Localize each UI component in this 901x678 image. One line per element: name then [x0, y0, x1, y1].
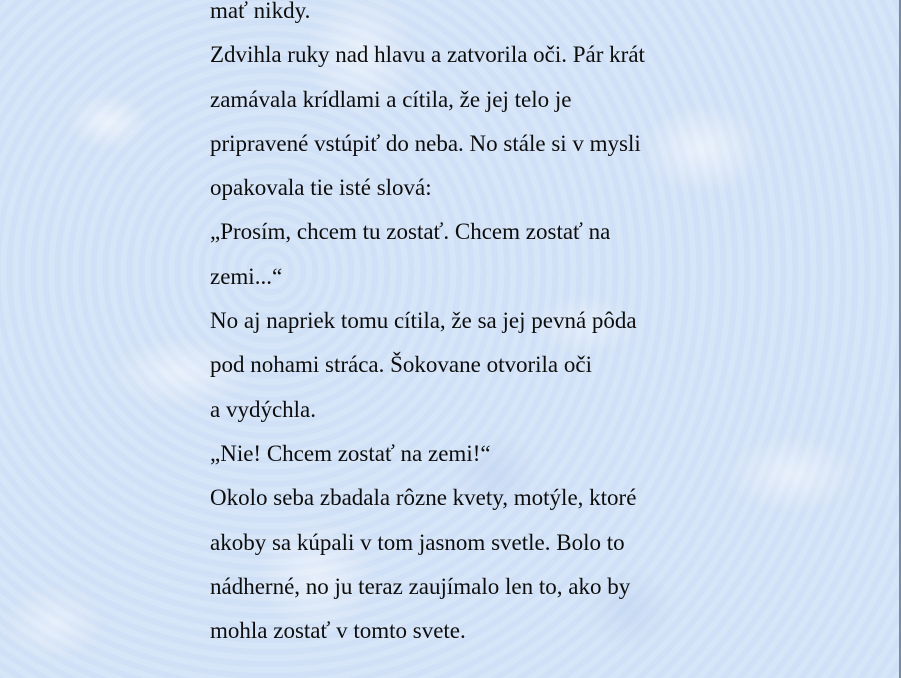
text-line: opakovala tie isté slová: — [210, 175, 432, 201]
text-line: akoby sa kúpali v tom jasnom svetle. Bolo to — [210, 529, 625, 555]
text-line: nádherné, no ju teraz zaujímalo len to, ako by — [210, 573, 631, 599]
text-line: a vydýchla. — [210, 396, 317, 422]
text-line: Okolo seba zbadala rôzne kvety, motýle, ktoré — [210, 485, 637, 511]
text-line: zamávala krídlami a cítila, že jej telo je — [210, 86, 572, 112]
text-line: Zdvihla ruky nad hlavu a zatvorila oči. Pár krát — [210, 42, 645, 68]
text-line: pod nohami stráca. Šokovane otvorila oči — [210, 352, 592, 378]
text-line: mať nikdy. — [210, 0, 311, 23]
text-line: mohla zostať v tomto svete. — [210, 618, 466, 644]
document-page — [210, 0, 870, 653]
text-line: zemi...“ — [210, 263, 283, 289]
text-line: pripravené vstúpiť do neba. No stále si v mysli — [210, 130, 641, 156]
text-line: „Nie! Chcem zostať na zemi!“ — [210, 440, 491, 466]
text-line: No aj napriek tomu cítila, že sa jej pevná pôda — [210, 308, 637, 334]
text-line: „Prosím, chcem tu zostať. Chcem zostať na — [210, 219, 611, 245]
